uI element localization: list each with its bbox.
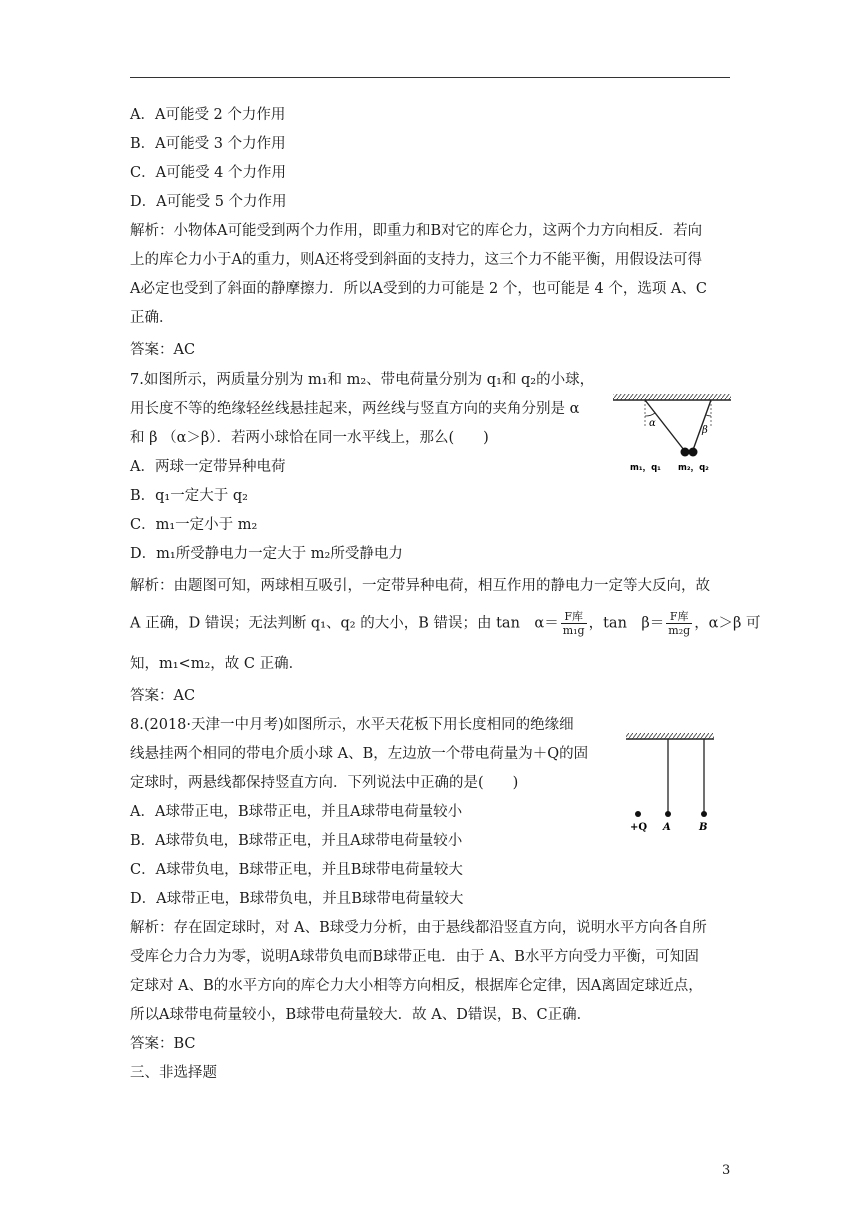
alpha-label: α bbox=[649, 418, 656, 429]
ball-a-label: A bbox=[663, 822, 671, 833]
ceiling-hatching bbox=[626, 733, 714, 739]
q7-analysis-line: 解析：由题图可知，两球相互吸引，一定带异种电荷，相互作用的静电力一定等大反向，故 bbox=[130, 578, 710, 594]
q8-option-c: C．A球带负电，B球带正电，并且B球带电荷量较大 bbox=[130, 862, 463, 878]
fraction-denominator: m₂g bbox=[668, 624, 691, 637]
ball-1-label: m₁，q₁ bbox=[630, 463, 661, 473]
ball-2-label: m₂，q₂ bbox=[678, 463, 709, 473]
ball-b-label: B bbox=[699, 822, 708, 833]
ceiling-hatching bbox=[613, 394, 731, 400]
q6-option-b: B．A可能受 3 个力作用 bbox=[130, 136, 286, 152]
q7-analysis-text: ，α＞β 可 bbox=[694, 615, 761, 632]
q6-analysis-line: 解析：小物体A可能受到两个力作用，即重力和B对它的库仑力，这两个力方向相反．若向 bbox=[130, 223, 703, 239]
q7-analysis-line: 知，m₁<m₂，故 C 正确． bbox=[130, 656, 304, 672]
beta-arc bbox=[706, 415, 711, 416]
q8-analysis-line: 受库仑力合力为零，说明A球带负电而B球带正电．由于 A、B水平方向受力平衡，可知固 bbox=[130, 949, 699, 965]
q7-option-a: A．两球一定带异种电荷 bbox=[130, 459, 286, 475]
page-number: 3 bbox=[722, 1163, 731, 1178]
q8-answer: 答案：BC bbox=[130, 1036, 196, 1052]
header-rule bbox=[130, 77, 730, 78]
q7-option-c: C．m₁一定小于 m₂ bbox=[130, 517, 258, 533]
fraction-numerator: F库 bbox=[666, 610, 692, 624]
q7-option-d: D．m₁所受静电力一定大于 m₂所受静电力 bbox=[130, 546, 403, 562]
fraction-numerator: F库 bbox=[561, 610, 587, 624]
q7-stem-line: 和 β （α＞β）．若两小球恰在同一水平线上，那么( ) bbox=[130, 430, 489, 446]
q8-stem-line: 线悬挂两个相同的带电介质小球 A、B，左边放一个带电荷量为＋Q的固 bbox=[130, 746, 589, 762]
q7-stem-line: 用长度不等的绝缘轻丝线悬挂起来，两丝线与竖直方向的夹角分别是 α bbox=[130, 401, 580, 417]
ball-a bbox=[665, 811, 671, 817]
q6-answer: 答案：AC bbox=[130, 342, 196, 358]
q8-option-b: B．A球带负电，B球带正电，并且A球带电荷量较小 bbox=[130, 833, 463, 849]
q8-stem-line: 8.(2018·天津一中月考)如图所示，水平天花板下用长度相同的绝缘细 bbox=[130, 717, 574, 733]
q7-analysis-text: ，tan β＝ bbox=[588, 615, 665, 632]
fixed-charge-ball bbox=[635, 811, 641, 817]
ball-2 bbox=[689, 448, 698, 457]
q8-suspended-balls-figure bbox=[625, 728, 717, 834]
q8-analysis-line: 定球对 A、B的水平方向的库仑力大小相等方向相反，根据库仑定律，因A离固定球近点， bbox=[130, 978, 703, 994]
q8-option-a: A．A球带正电，B球带正电，并且A球带电荷量较小 bbox=[130, 804, 463, 820]
q6-option-c: C．A可能受 4 个力作用 bbox=[130, 165, 287, 181]
section-heading: 三、非选择题 bbox=[130, 1065, 217, 1081]
q7-stem-line: 7.如图所示，两质量分别为 m₁和 m₂、带电荷量分别为 q₁和 q₂的小球， bbox=[130, 372, 595, 388]
fraction-denominator: m₁g bbox=[562, 624, 585, 637]
alpha-arc bbox=[645, 413, 655, 416]
q8-analysis-line: 解析：存在固定球时，对 A、B球受力分析，由于悬线都沿竖直方向，说明水平方向各自所 bbox=[130, 920, 707, 936]
tan-alpha-fraction bbox=[561, 610, 587, 637]
q6-analysis-line: 正确． bbox=[130, 310, 174, 326]
q7-answer: 答案：AC bbox=[130, 688, 196, 704]
q7-analysis-formula-line bbox=[130, 610, 760, 637]
q8-analysis-line: 所以A球带电荷量较小，B球带电荷量较大．故 A、D错误，B、C正确． bbox=[130, 1007, 592, 1023]
q6-option-a: A．A可能受 2 个力作用 bbox=[130, 107, 286, 123]
ball-1 bbox=[681, 448, 690, 457]
beta-label: β bbox=[702, 425, 708, 436]
q8-option-d: D．A球带正电，B球带负电，并且B球带电荷量较大 bbox=[130, 891, 464, 907]
ball-b bbox=[701, 811, 707, 817]
q6-analysis-line: 上的库仑力小于A的重力，则A还将受到斜面的支持力，这三个力不能平衡，用假设法可得 bbox=[130, 252, 702, 268]
q6-analysis-line: A必定也受到了斜面的静摩擦力．所以A受到的力可能是 2 个，也可能是 4 个，选项 A、C bbox=[130, 281, 708, 297]
q7-analysis-text: A 正确，D 错误；无法判断 q₁、q₂ 的大小，B 错误；由 tan α＝ bbox=[130, 615, 559, 632]
q6-option-d: D．A可能受 5 个力作用 bbox=[130, 194, 287, 210]
q7-option-b: B．q₁一定大于 q₂ bbox=[130, 488, 248, 504]
tan-beta-fraction bbox=[666, 610, 692, 637]
q7-pendulum-figure bbox=[610, 388, 735, 480]
charge-label: +Q bbox=[630, 822, 648, 833]
q8-stem-line: 定球时，两悬线都保持竖直方向．下列说法中正确的是( ) bbox=[130, 775, 519, 791]
